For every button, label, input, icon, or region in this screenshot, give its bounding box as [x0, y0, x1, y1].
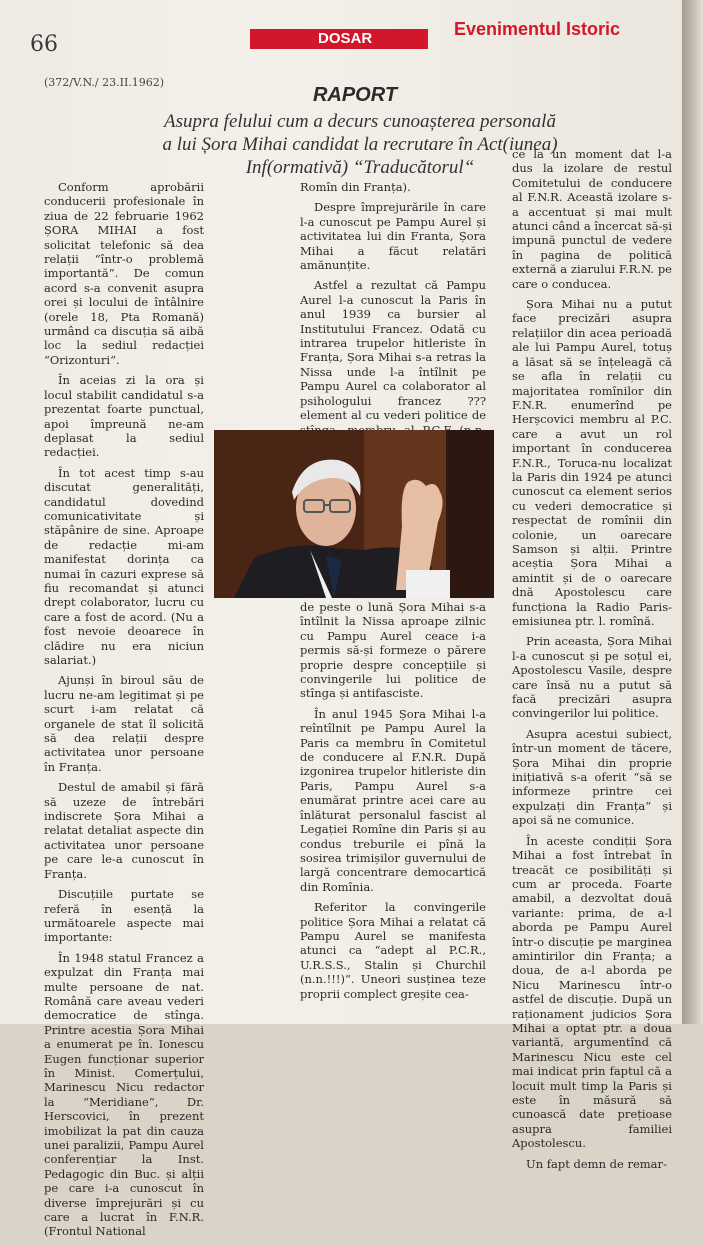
paragraph: Astfel a rezultat că Pampu Aurel l-a cunoscut la Paris în anul 1939 ca bursier al Institutului Francez. Odată cu intrarea trupelor hitleriste în Franța, Șora Mihai s-a retras la Nissa unde l-a întîlnit pe Pampu Aurel ca colaborator al psihologului francez ??? element al cu vederi politice de	[300, 278, 486, 423]
paragraph: În aceste condiții Șora Mihai a fost întrebat în treacăt ce posibilități și cum ar proceda. Foarte amabil, a dezvoltat două variante: prima, de a-l aborda pe Pampu Aurel într-o discuție pe marginea amintirilor din Franța; a doua, de a-l aborda pe Nicu Marinescu într-o astfel de discuție. După un raționament judicios Șora Mihai a optat ptr. a doua variantă, argumentînd că Marinescu Nicu este cel mai indicat prin faptul că a locuit mult timp la Paris și este în măsură să cunoască date prețioase asupra familiei Apostolescu.	[512, 833, 672, 1151]
paragraph: În tot acest timp s-au discutat generalități, candidatul dovedind comunicativitate și stăpânire de sine. Aproape de redacție mi-am manifestat dorința ca numai în cazuri exprese să fiu recomandat și atunci drept colaborator, lucru cu care a fost de acord. (Nu a fost nevoie deoarece în clădire nu era niciun salariat.)	[44, 465, 204, 667]
paragraph: Destul de amabil și fără să uzeze de întrebări indiscrete Șora Mihai a relatat detaliat aspecte din activitatea unor persoane pe care le-a cunoscut în Franța.	[44, 780, 204, 881]
paragraph: Prin aceasta, Șora Mihai l-a cunoscut și pe soțul ei, Apostolescu Vasile, despre care însă nu a putut să facă precizări asupra convingerilor lui politice.	[512, 634, 672, 721]
paragraph: ce la un moment dat l-a dus la izolare de restul Comitetului de conducere al F.N.R. Această izolare s-a accentuat și mai mult atunci când a încercat să-și impună punctul de vedere în pagina de politică externă a ziarului F.R.N. pe care o conducea.	[512, 147, 672, 291]
paragraph: de peste o lună Șora Mihai s-a întîlnit la Nissa aproape zilnic cu Pampu Aurel ceace i-a permis să-și formeze o părere proprie despre concepțiile și convingerile lui politice de stînga și antifasciste.	[300, 600, 486, 701]
paragraph: Conform aprobării conducerii profesionale în ziua de 22 februarie 1962 ȘORA MIHAI a fost solicitat telefonic să dea relații “într-o problemă importantă“. De comun acord s-a convenit asupra orei și locului de întâlnire (orele 18, Pta Romană) urmând ca discuția să aibă loc la sediul redacției “Orizonturi“.	[44, 180, 204, 367]
page-spine	[682, 0, 703, 1024]
text-column-middle-top	[300, 180, 486, 472]
paragraph: Asupra acestui subiect, într-un moment de tăcere, Șora Mihai din proprie inițiativă s-a oferit “să se informeze printre cei expulzați din Franța“ și apoi să ne comunice.	[512, 726, 672, 828]
section-label: DOSAR	[250, 29, 428, 49]
portrait-illustration	[214, 430, 494, 598]
paragraph: Despre împrejurările în care l-a cunoscut pe Pampu Aurel și activitatea lui din Franta, Șora Mihai a făcut relatări amănunțite.	[300, 200, 486, 273]
page-header	[250, 19, 690, 49]
text-column-left	[44, 180, 204, 1245]
subtitle-line: Inf(ormativă) “Traducătorul“	[245, 157, 475, 178]
paragraph: În 1948 statul Francez a expulzat din Franța mai multe persoane de nat. Română care aveau vederi democratice de stînga. Printre acestia Șora Mihai a enumerat pe în. Ionescu Eugen funcționar superior în Minist. Comerțului, Marinescu Nicu redactor la “Meridiane“, Dr. Herscovici, în prezent imobilizat la pat din cauza unei paralizii, Pampu Aurel conferențiar la Inst. Pedagogic din Buc. și alții pe care i-a cunoscut în diverse împrejurări și cu care a lucrat în F.N.R. (Frontul National	[44, 950, 204, 1239]
portrait-photo	[214, 430, 494, 598]
subtitle-line: a lui Șora Mihai candidat la recrutare în Act(iunea)	[162, 134, 558, 155]
paragraph: În aceias zi la ora și locul stabilit candidatul s-a prezentat foarte punctual, apoi împreună ne-am deplasat la sediul redacției.	[44, 373, 204, 460]
paragraph: Ajunși în biroul său de lucru ne-am legitimat și pe scurt i-am relatat că organele de stat îl solicită să dea relații despre activitatea unor persoane în Franța.	[44, 673, 204, 774]
paragraph: Referitor la convingerile politice Șora Mihai a relatat că Pampu Aurel se manifesta atunci ca “adept al P.C.R., U.R.S.S., Stalin și Churchil (n.n.!!!)“. Uneori susținea teze proprii complect greșite cea-	[300, 900, 486, 1001]
paragraph: În anul 1945 Șora Mihai l-a reîntîlnit pe Pampu Aurel la Paris ca membru în Comitetul de conducere al F.N.R. După izgonirea trupelor hitleriste din Paris, Pampu Aurel s-a enumărat printre acei care au înlăturat personalul fascist al Legației Romîne din Paris și au condus treburile ei pînă la sosirea trimișilor guvernului de largă concentrare democartică din Romînia.	[300, 706, 486, 894]
page-number: 66	[30, 32, 58, 57]
document-reference: (372/V.N./ 23.II.1962)	[44, 76, 165, 89]
paragraph: Șora Mihai nu a putut face precizări asupra relațiilor din acea perioadă ale lui Pampu Aurel, totuș a lăsat să se înțeleagă că se afla în relații cu majoritatea romînilor din F.N.R. enumerînd pe Herșcovici membru al P.C. care a avut un rol important în conducerea F.N.R., Toruca-nu localizat la Paris din 1924 pe atunci cunoscut ca element serios cu vederi democratice și respectat de romînii din colonie, un oarecare Samson și alții. Printre aceștia Șora Mihai a amintit și de o oarecare dnă Apostolescu care funcționa la Radio Paris- emisiunea ptr. l. romînă.	[512, 297, 672, 628]
text-column-middle-bottom	[300, 600, 486, 1007]
subtitle-line: Asupra felului cum a decurs cunoașterea personală	[164, 111, 556, 132]
article-title: RAPORT	[312, 84, 398, 106]
paragraph: Discuțiile purtate se referă în esență la următoarele aspecte mai importante:	[44, 887, 204, 945]
text-column-right	[512, 147, 672, 1177]
publication-brand: Evenimentul Istoric	[454, 19, 621, 39]
paragraph: Un fapt demn de remar-	[526, 1156, 667, 1171]
paragraph: Romîn din Franța).	[300, 180, 411, 194]
